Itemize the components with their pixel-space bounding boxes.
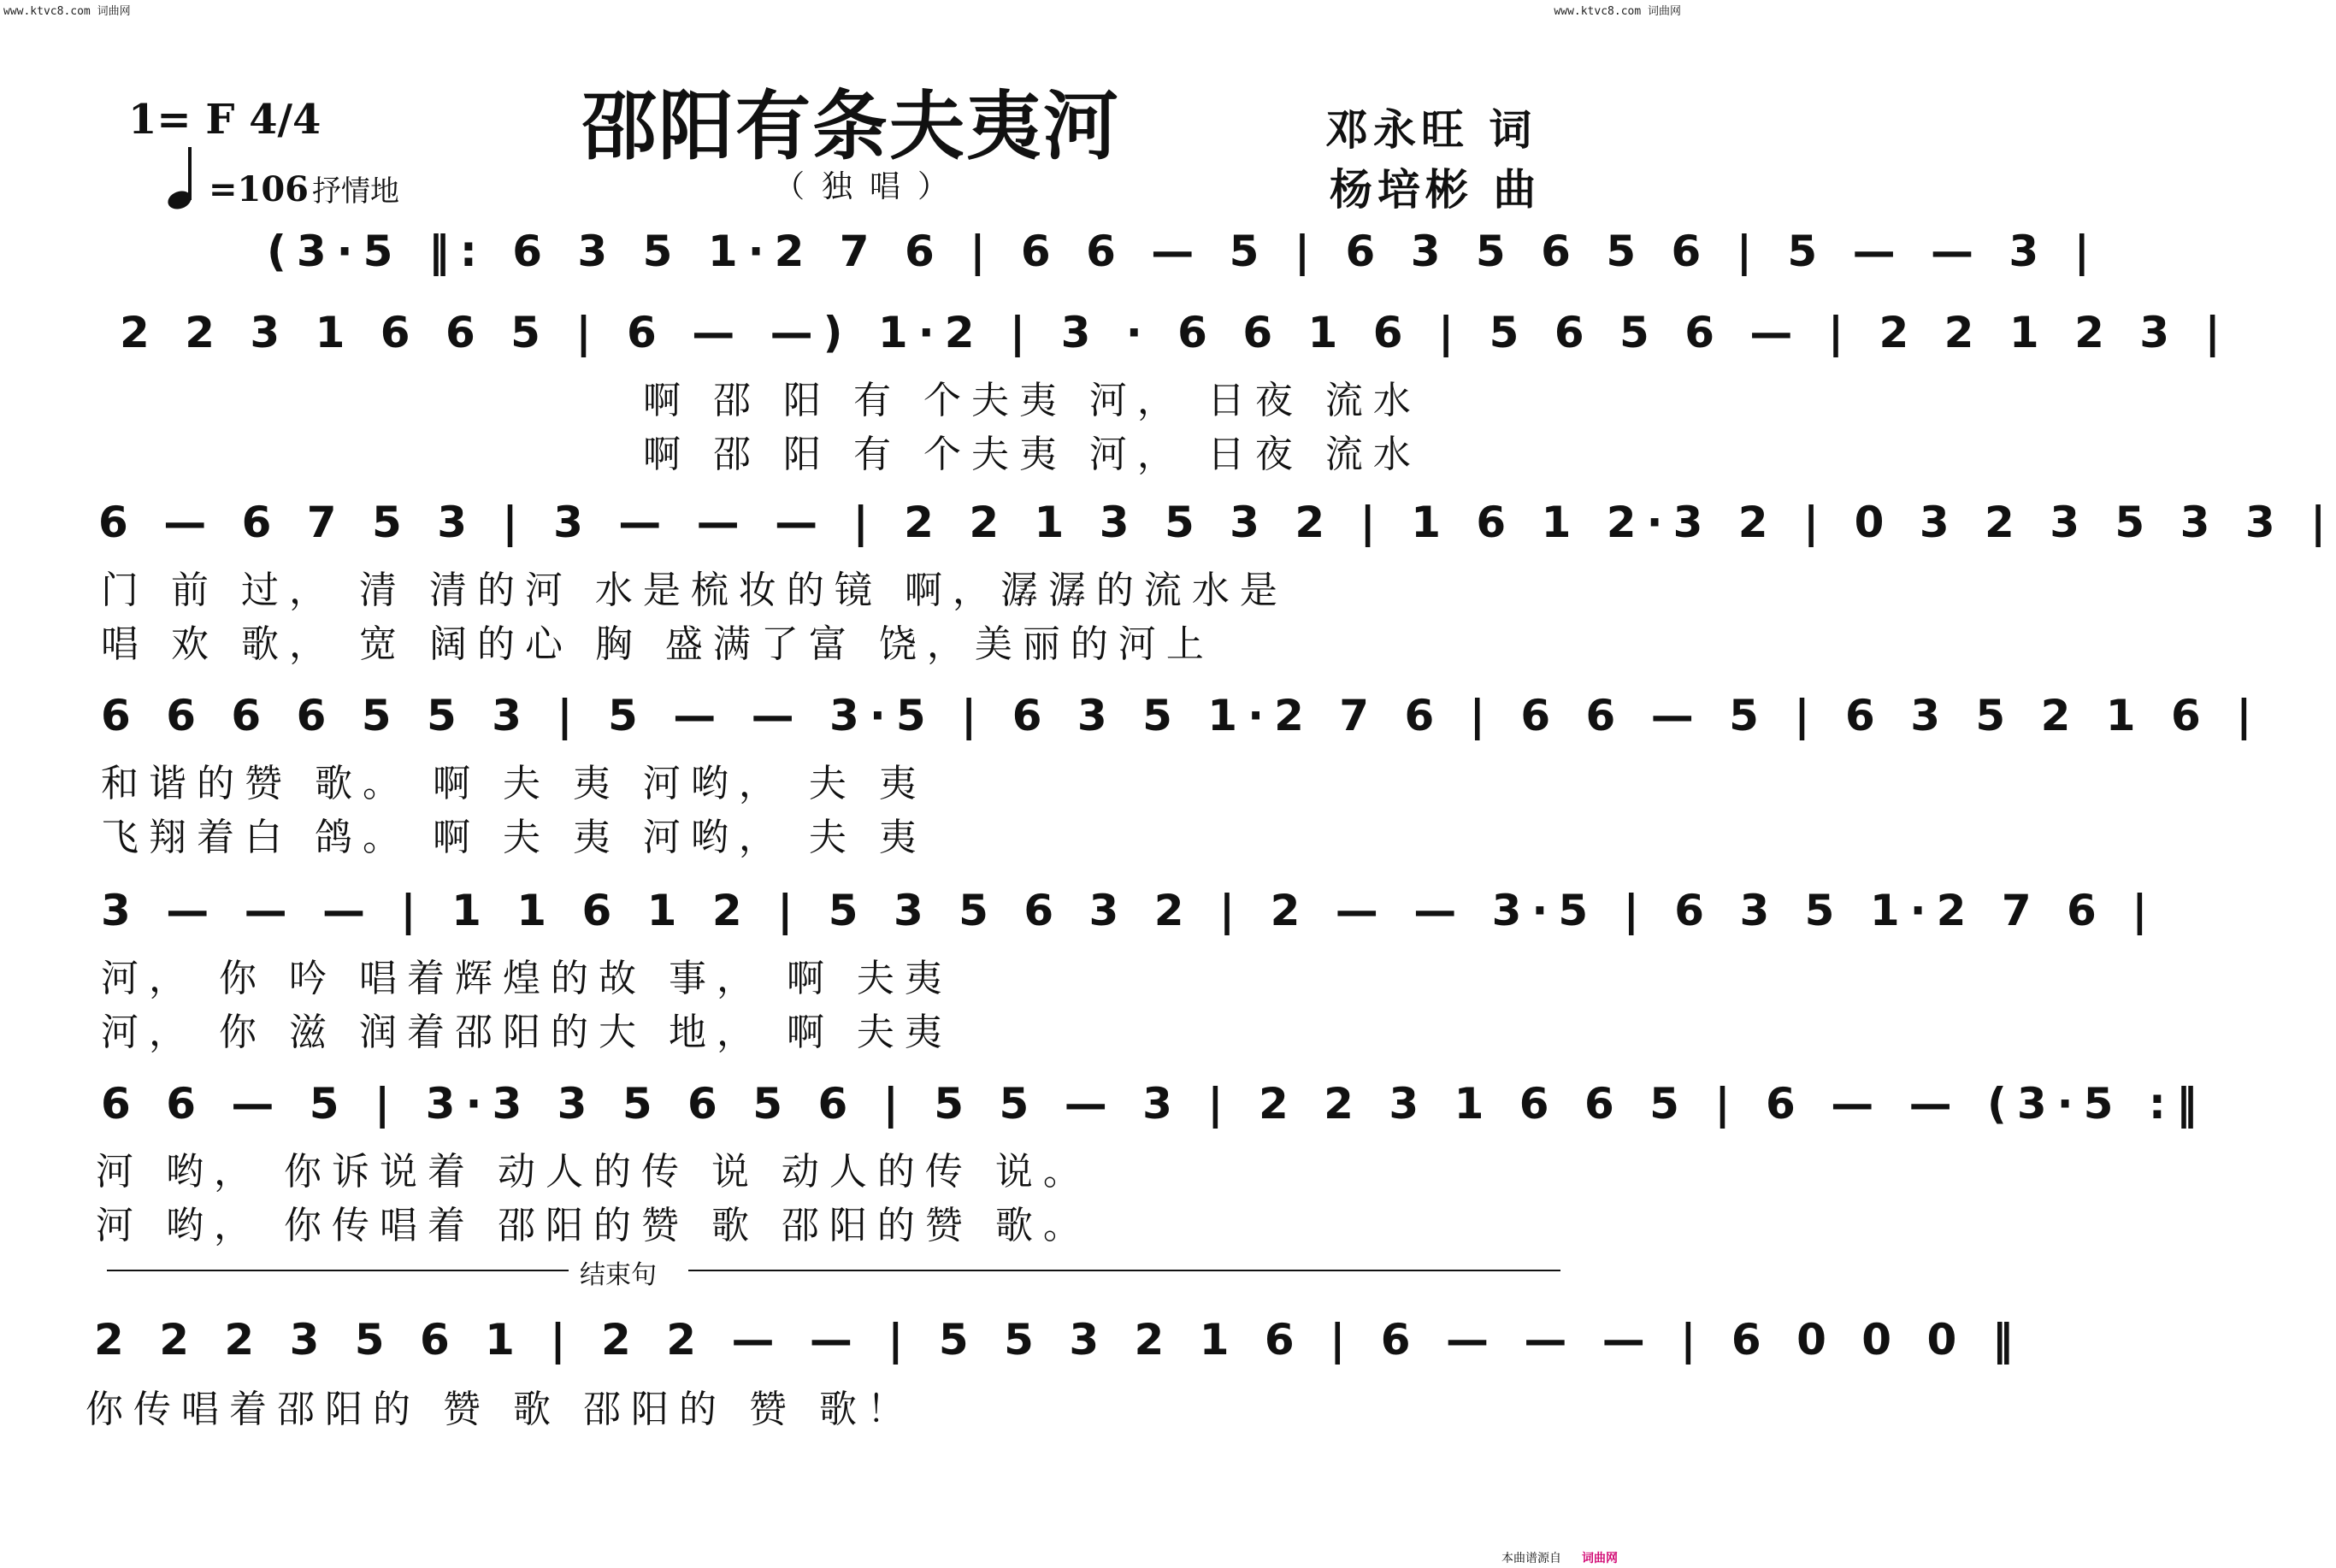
notation-line-7: 2 2 2 3 5 6 1 | 2 2 — — | 5 5 3 2 1 6 | 6 — — — | 6 0 0 0 ‖ (94, 1315, 2024, 1365)
source-credit (1501, 1549, 1618, 1566)
watermark-right: www.ktvc8.com 词曲网 (1554, 5, 1681, 18)
notation-line-1: (3·5 ‖: 6 3 5 1·2 7 6 | 6 6 — 5 | 6 3 5 6 5 6 | 5 — — 3 | (267, 227, 2100, 276)
lyric-line-4-verse-2: 飞翔着白 鸽。 啊 夫 夷 河哟， 夫 夷 (101, 816, 927, 859)
notation-line-3: 6 — 6 7 5 3 | 3 — — — | 2 2 1 3 5 3 2 | 1 6 1 2·3 2 | 0 3 2 3 5 3 3 | (98, 498, 2336, 547)
coda-rule-right (688, 1270, 1560, 1271)
notation-line-2: 2 2 3 1 6 6 5 | 6 — —) 1·2 | 3 · 6 6 1 6 | 5 6 5 6 — | 2 2 1 2 3 | (120, 308, 2231, 357)
lyric-line-5-verse-1: 河， 你 吟 唱着辉煌的故 事， 啊 夫夷 (101, 957, 953, 1000)
lyric-line-2-verse-2: 啊 邵 阳 有 个夫夷 河， 日夜 流水 (643, 433, 1421, 476)
lyric-line-6-verse-1: 河 哟， 你诉说着 动人的传 说 动人的传 说。 (96, 1150, 1091, 1194)
tempo-value: =106 (209, 169, 310, 209)
mood-marking: 抒情地 (312, 174, 400, 209)
lyric-line-2-verse-1: 啊 邵 阳 有 个夫夷 河， 日夜 流水 (643, 379, 1421, 422)
coda-rule-left (107, 1270, 569, 1271)
page-title: 邵阳有条夫夷河 (581, 81, 1121, 170)
coda-label: 结束句 (580, 1260, 657, 1290)
key-signature: 1= F 4/4 (128, 96, 321, 144)
watermark-left: www.ktvc8.com 词曲网 (3, 5, 131, 18)
lyric-line-3-verse-2: 唱 欢 歌， 宽 阔的心 胸 盛满了富 饶，美丽的河上 (101, 622, 1214, 666)
composer-credit: 杨培彬 曲 (1330, 164, 1542, 215)
lyric-line-5-verse-2: 河， 你 滋 润着邵阳的大 地， 啊 夫夷 (101, 1011, 953, 1054)
lyric-line-3-verse-1: 门 前 过， 清 清的河 水是梳妆的镜 啊，潺潺的流水是 (101, 569, 1288, 612)
quarter-note-icon (164, 144, 212, 212)
subtitle: （独唱） (774, 169, 966, 204)
notation-line-4: 6 6 6 6 5 5 3 | 5 — — 3·5 | 6 3 5 1·2 7 6 | 6 6 — 5 | 6 3 5 2 1 6 | (101, 691, 2262, 740)
source-brand: 词曲网 (1582, 1552, 1618, 1565)
notation-line-6: 6 6 — 5 | 3·3 3 5 6 5 6 | 5 5 — 3 | 2 2 3 1 6 6 5 | 6 — — (3·5 :‖ (101, 1079, 2208, 1129)
notation-line-5: 3 — — — | 1 1 6 1 2 | 5 3 5 6 3 2 | 2 — — 3·5 | 6 3 5 1·2 7 6 | (101, 886, 2158, 935)
source-text: 本曲谱源自 (1501, 1552, 1561, 1565)
tempo-marking (209, 168, 399, 209)
lyric-line-6-verse-2: 河 哟， 你传唱着 邵阳的赞 歌 邵阳的赞 歌。 (96, 1204, 1091, 1247)
lyricist-credit: 邓永旺 词 (1325, 104, 1537, 155)
lyric-line-7: 你传唱着邵阳的 赞 歌 邵阳的 赞 歌！ (86, 1388, 915, 1431)
lyric-line-4-verse-1: 和谐的赞 歌。 啊 夫 夷 河哟， 夫 夷 (101, 762, 927, 805)
